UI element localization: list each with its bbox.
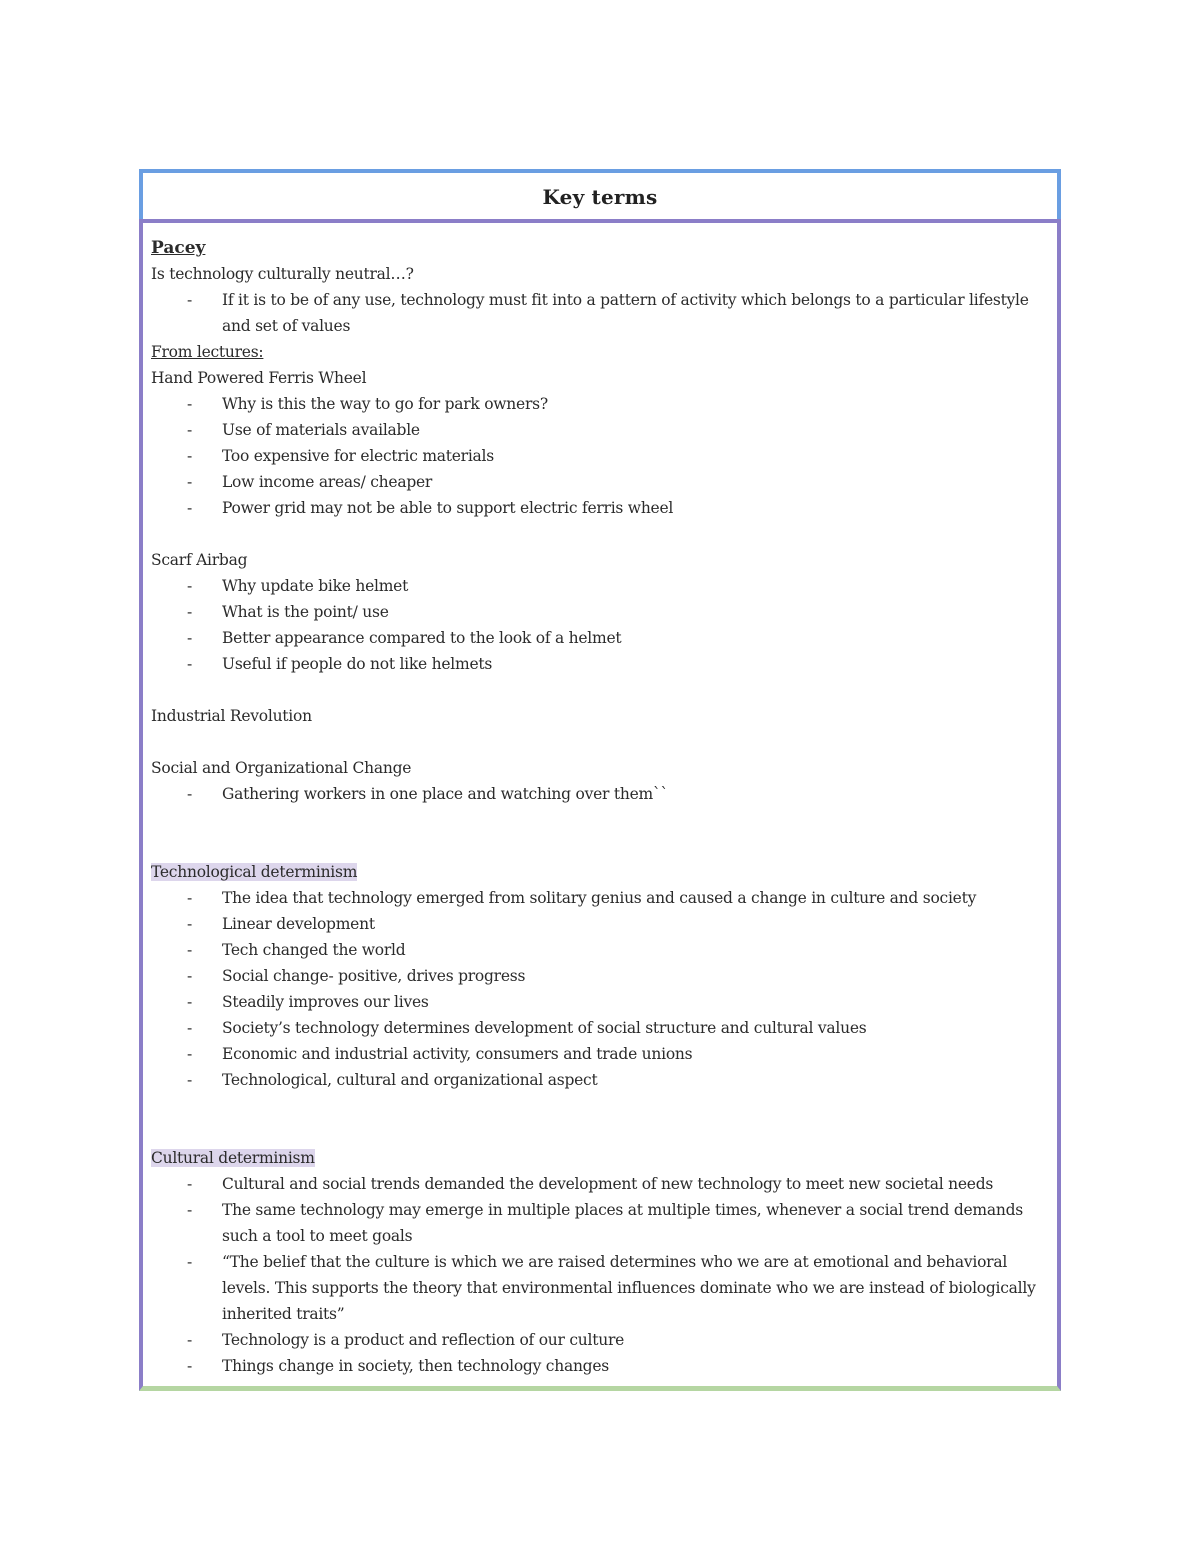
list-item-text: Use of materials available bbox=[222, 421, 420, 439]
page-title: Key terms bbox=[542, 185, 658, 209]
list-item-text: Too expensive for electric materials bbox=[222, 447, 494, 465]
list-item-text: Society’s technology determines development of social structure and cultural values bbox=[222, 1019, 867, 1037]
list-item-text: Cultural and social trends demanded the development of new technology to meet new societal needs bbox=[222, 1175, 994, 1193]
bullet-dash: - bbox=[187, 1175, 192, 1193]
list-item bbox=[151, 1015, 1052, 1041]
list-item-text: If it is to be of any use, technology must fit into a pattern of activity which belongs to a particular lifestyle and set of values bbox=[222, 291, 1029, 335]
techdet-heading-line bbox=[151, 859, 1057, 885]
list-item bbox=[151, 781, 1052, 807]
bullet-dash: - bbox=[187, 785, 192, 803]
bullet-dash: - bbox=[187, 993, 192, 1011]
ferris-bullet-list bbox=[151, 391, 1057, 521]
bullet-dash: - bbox=[187, 499, 192, 517]
list-item bbox=[151, 1353, 1052, 1379]
bullet-dash: - bbox=[187, 1019, 192, 1037]
list-item-text: Tech changed the world bbox=[222, 941, 406, 959]
list-item-text: Power grid may not be able to support electric ferris wheel bbox=[222, 499, 674, 517]
bullet-dash: - bbox=[187, 1331, 192, 1349]
spacer bbox=[151, 677, 1057, 703]
bullet-dash: - bbox=[187, 291, 192, 309]
pacey-question: Is technology culturally neutral…? bbox=[151, 265, 414, 283]
list-item-text: The idea that technology emerged from solitary genius and caused a change in culture and society bbox=[222, 889, 977, 907]
pacey-heading: Pacey bbox=[151, 238, 206, 258]
list-item bbox=[151, 989, 1052, 1015]
list-item-text: “The belief that the culture is which we are raised determines who we are at emotional and behavioral levels. This supports the theory that environmental influences dominate who we are instead of biologically inherited traits” bbox=[222, 1253, 1036, 1323]
list-item-text: Economic and industrial activity, consumers and trade unions bbox=[222, 1045, 693, 1063]
social-bullet-list bbox=[151, 781, 1057, 807]
list-item-text: Linear development bbox=[222, 915, 375, 933]
list-item bbox=[151, 651, 1052, 677]
bullet-dash: - bbox=[187, 1253, 192, 1271]
key-terms-table bbox=[139, 169, 1061, 1391]
list-item bbox=[151, 391, 1052, 417]
list-item bbox=[151, 1327, 1052, 1353]
spacer bbox=[151, 1119, 1057, 1145]
list-item bbox=[151, 599, 1052, 625]
lectures-heading-line bbox=[151, 339, 1057, 365]
list-item bbox=[151, 573, 1052, 599]
list-item bbox=[151, 287, 1052, 339]
list-item-text: Steadily improves our lives bbox=[222, 993, 429, 1011]
bullet-dash: - bbox=[187, 967, 192, 985]
list-item-text: Technological, cultural and organizational aspect bbox=[222, 1071, 598, 1089]
techdet-heading: Technological determinism bbox=[151, 863, 358, 881]
spacer bbox=[151, 729, 1057, 755]
list-item-text: Gathering workers in one place and watching over them`` bbox=[222, 785, 668, 803]
list-item-text: Useful if people do not like helmets bbox=[222, 655, 493, 673]
list-item bbox=[151, 937, 1052, 963]
ferris-heading: Hand Powered Ferris Wheel bbox=[151, 369, 367, 387]
bullet-dash: - bbox=[187, 473, 192, 491]
list-item bbox=[151, 495, 1052, 521]
culturaldet-heading: Cultural determinism bbox=[151, 1149, 315, 1167]
spacer bbox=[151, 1093, 1057, 1119]
list-item bbox=[151, 1067, 1052, 1093]
list-item-text: Things change in society, then technology changes bbox=[222, 1357, 609, 1375]
bullet-dash: - bbox=[187, 577, 192, 595]
bullet-dash: - bbox=[187, 915, 192, 933]
list-item bbox=[151, 1041, 1052, 1067]
list-item-text: Why update bike helmet bbox=[222, 577, 409, 595]
spacer bbox=[151, 521, 1057, 547]
culturaldet-heading-line bbox=[151, 1145, 1057, 1171]
list-item-text: Technology is a product and reflection of our culture bbox=[222, 1331, 625, 1349]
bullet-dash: - bbox=[187, 447, 192, 465]
industrial-heading: Industrial Revolution bbox=[151, 707, 312, 725]
bullet-dash: - bbox=[187, 421, 192, 439]
list-item-text: Social change- positive, drives progress bbox=[222, 967, 526, 985]
lectures-heading: From lectures: bbox=[151, 343, 264, 361]
list-item bbox=[151, 1197, 1052, 1249]
list-item bbox=[151, 1249, 1052, 1327]
pacey-bullet-list bbox=[151, 287, 1057, 339]
bullet-dash: - bbox=[187, 889, 192, 907]
list-item bbox=[151, 911, 1052, 937]
bullet-dash: - bbox=[187, 629, 192, 647]
bullet-dash: - bbox=[187, 1357, 192, 1375]
bullet-dash: - bbox=[187, 395, 192, 413]
list-item bbox=[151, 417, 1052, 443]
bullet-dash: - bbox=[187, 1201, 192, 1219]
list-item bbox=[151, 885, 1052, 911]
list-item bbox=[151, 625, 1052, 651]
list-item-text: The same technology may emerge in multiple places at multiple times, whenever a social trend demands such a tool to meet goals bbox=[222, 1201, 1023, 1245]
spacer bbox=[151, 807, 1057, 833]
techdet-bullet-list bbox=[151, 885, 1057, 1093]
bullet-dash: - bbox=[187, 1045, 192, 1063]
list-item bbox=[151, 963, 1052, 989]
social-heading: Social and Organizational Change bbox=[151, 759, 412, 777]
list-item bbox=[151, 1171, 1052, 1197]
list-item bbox=[151, 443, 1052, 469]
spacer bbox=[151, 833, 1057, 859]
list-item-text: What is the point/ use bbox=[222, 603, 389, 621]
bullet-dash: - bbox=[187, 655, 192, 673]
pacey-heading-line bbox=[151, 235, 1057, 261]
culturaldet-bullet-list bbox=[151, 1171, 1057, 1379]
content-cell bbox=[139, 219, 1061, 1391]
scarf-heading: Scarf Airbag bbox=[151, 551, 248, 569]
list-item-text: Why is this the way to go for park owners? bbox=[222, 395, 548, 413]
bullet-dash: - bbox=[187, 603, 192, 621]
bullet-dash: - bbox=[187, 941, 192, 959]
bullet-dash: - bbox=[187, 1071, 192, 1089]
list-item-text: Better appearance compared to the look of a helmet bbox=[222, 629, 622, 647]
list-item-text: Low income areas/ cheaper bbox=[222, 473, 433, 491]
scarf-bullet-list bbox=[151, 573, 1057, 677]
list-item bbox=[151, 469, 1052, 495]
title-cell bbox=[139, 169, 1061, 223]
